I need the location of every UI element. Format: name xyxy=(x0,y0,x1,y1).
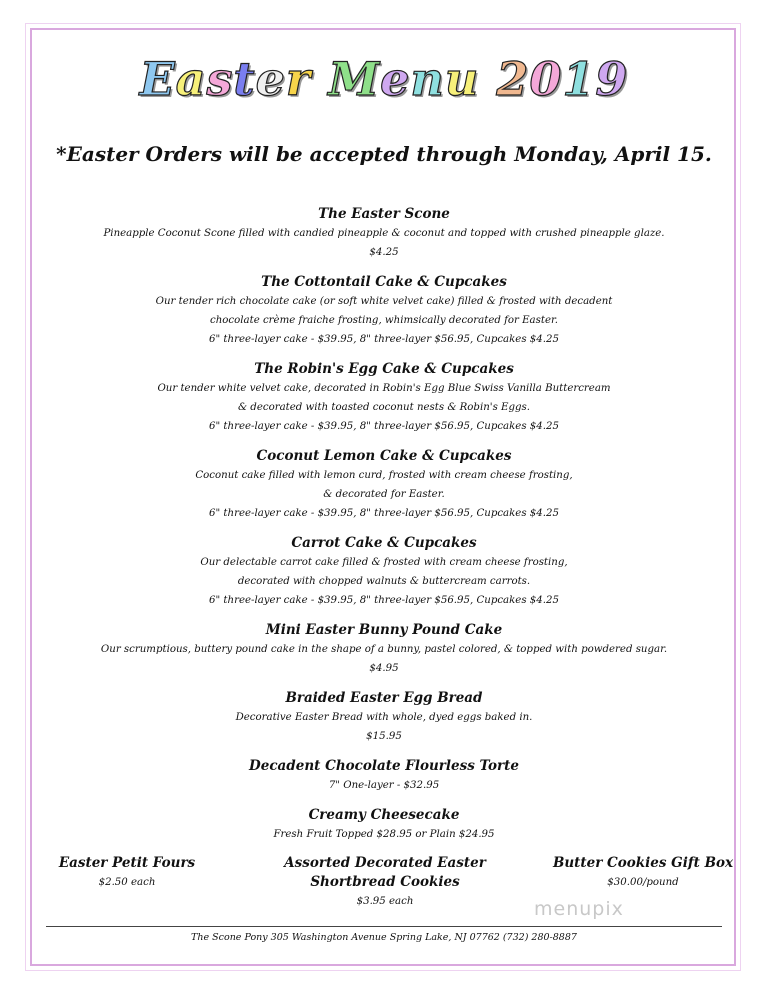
item-price: 6" three-layer cake - $39.95, 8" three-layer $56.95, Cupcakes $4.25 xyxy=(209,508,559,519)
item-description: Our tender white velvet cake, decorated in Robin's Egg Blue Swiss Vanilla Buttercream xyxy=(157,383,611,394)
item-name: The Cottontail Cake & Cupcakes xyxy=(261,274,507,290)
item-name: Easter Petit Fours xyxy=(58,855,196,871)
menu-item xyxy=(80,446,688,523)
item-description: Decorative Easter Bread with whole, dyed eggs baked in. xyxy=(235,712,533,723)
title-letter: e xyxy=(255,52,286,106)
item-description: Pineapple Coconut Scone filled with candied pineapple & coconut and topped with crushed pineapple glaze. xyxy=(103,228,665,239)
title-letter: 0 xyxy=(529,52,563,106)
shortbread-cookies-item xyxy=(270,854,500,911)
bottom-items-row xyxy=(0,854,768,924)
butter-cookies-item xyxy=(548,854,738,892)
title-letter: r xyxy=(285,52,312,106)
item-price: $2.50 each xyxy=(98,877,156,888)
title-letter xyxy=(311,52,328,106)
menu-item xyxy=(80,620,688,678)
title-letter: 1 xyxy=(562,52,596,106)
menu-item xyxy=(80,533,688,610)
footer-divider xyxy=(46,926,722,927)
item-name-line2: Shortbread Cookies xyxy=(310,874,460,890)
item-price: 6" three-layer cake - $39.95, 8" three-layer $56.95, Cupcakes $4.25 xyxy=(209,421,559,432)
title-letter: 9 xyxy=(595,52,629,106)
item-price: Fresh Fruit Topped $28.95 or Plain $24.95 xyxy=(273,829,495,840)
item-price: $4.95 xyxy=(369,663,399,674)
menu-item xyxy=(80,272,688,349)
title-letter: u xyxy=(444,52,480,106)
title-letter: 2 xyxy=(496,52,530,106)
item-name: Mini Easter Bunny Pound Cake xyxy=(265,622,503,638)
title-letter: t xyxy=(233,52,256,106)
title-letter: e xyxy=(380,52,411,106)
menu-item xyxy=(80,756,688,795)
item-description: Our scrumptious, buttery pound cake in the shape of a bunny, pastel colored, & topped with powdered sugar. xyxy=(100,644,668,655)
menu-item xyxy=(80,688,688,746)
title-letter: n xyxy=(410,52,445,106)
menu-title xyxy=(0,52,768,106)
menu-item xyxy=(80,359,688,436)
item-price: $30.00/pound xyxy=(607,877,679,888)
title-letter: a xyxy=(175,52,207,106)
item-price: $15.95 xyxy=(366,731,402,742)
item-name: The Robin's Egg Cake & Cupcakes xyxy=(254,361,514,377)
item-name: The Easter Scone xyxy=(318,206,450,222)
item-description: chocolate crème fraiche frosting, whimsically decorated for Easter. xyxy=(210,315,558,326)
item-description: Coconut cake filled with lemon curd, frosted with cream cheese frosting, xyxy=(195,470,573,481)
menupix-watermark: menupix xyxy=(534,898,624,920)
item-name: Coconut Lemon Cake & Cupcakes xyxy=(256,448,512,464)
title-letter: M xyxy=(328,52,381,106)
item-name: Creamy Cheesecake xyxy=(308,807,460,823)
item-price: $3.95 each xyxy=(356,896,414,907)
item-description: Our tender rich chocolate cake (or soft white velvet cake) filled & frosted with decadent xyxy=(155,296,613,307)
item-name: Assorted Decorated Easter xyxy=(284,855,486,871)
menu-items-list xyxy=(80,204,688,854)
item-description: & decorated for Easter. xyxy=(323,489,445,500)
item-name: Braided Easter Egg Bread xyxy=(285,690,483,706)
item-name: Carrot Cake & Cupcakes xyxy=(291,535,477,551)
item-price: $4.25 xyxy=(369,247,399,258)
item-price: 7" One-layer - $32.95 xyxy=(328,780,440,791)
item-name: Butter Cookies Gift Box xyxy=(552,855,734,871)
item-price: 6" three-layer cake - $39.95, 8" three-layer $56.95, Cupcakes $4.25 xyxy=(209,595,559,606)
order-notice: *Easter Orders will be accepted through Monday, April 15. xyxy=(56,142,712,166)
item-price: 6" three-layer cake - $39.95, 8" three-layer $56.95, Cupcakes $4.25 xyxy=(209,334,559,345)
item-name: Decadent Chocolate Flourless Torte xyxy=(249,758,519,774)
footer-address: The Scone Pony 305 Washington Avenue Spring Lake, NJ 07762 (732) 280-8887 xyxy=(191,932,577,943)
item-description: Our delectable carrot cake filled & frosted with cream cheese frosting, xyxy=(200,557,568,568)
item-description: decorated with chopped walnuts & buttercream carrots. xyxy=(237,576,531,587)
title-letter xyxy=(479,52,496,106)
menu-item xyxy=(80,204,688,262)
petit-fours-item xyxy=(52,854,202,892)
menu-item xyxy=(80,805,688,844)
item-description: & decorated with toasted coconut nests & Robin's Eggs. xyxy=(238,402,530,413)
title-letter: E xyxy=(139,52,176,106)
title-letter: s xyxy=(206,52,234,106)
